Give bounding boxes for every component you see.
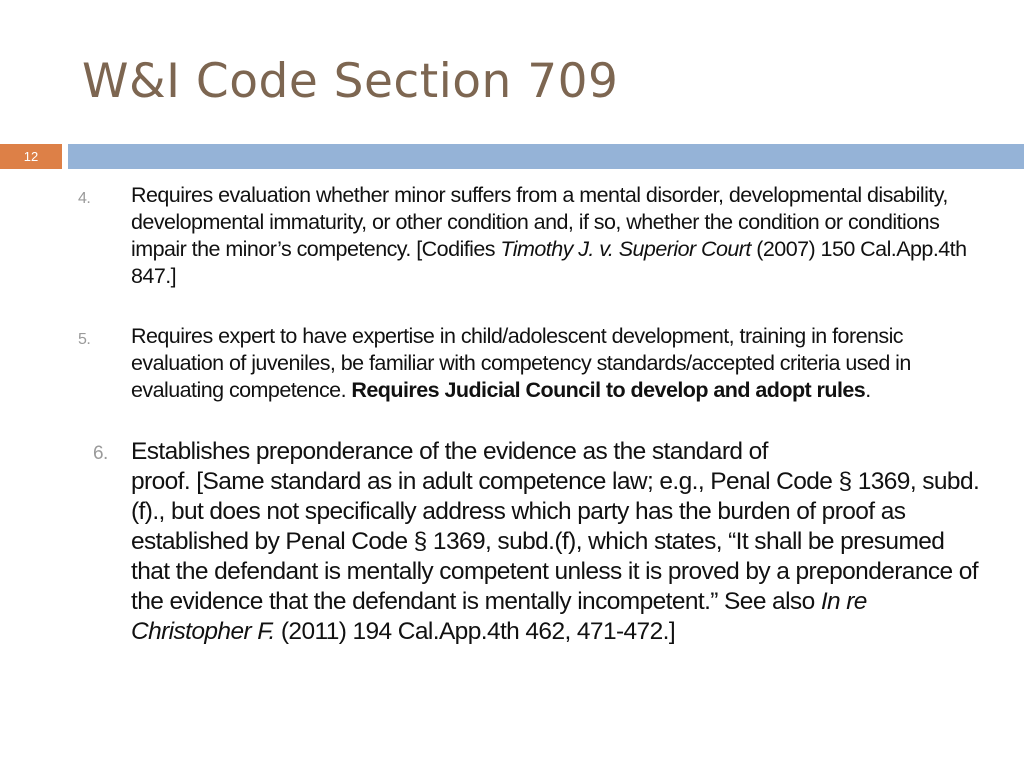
list-item-text [131, 437, 984, 645]
list-item-5 [0, 323, 1024, 404]
case-citation: In re Christopher F. [131, 588, 867, 645]
header-accent-bar [68, 144, 1024, 169]
item-text-part: (2007) 150 Cal.App.4th 847.] [131, 237, 967, 288]
slide-number: 12 [0, 144, 62, 169]
list-item-4 [0, 182, 1024, 290]
list-marker: 4. [78, 190, 91, 207]
body-list [0, 182, 1024, 647]
item-text-part: . [865, 378, 871, 402]
case-citation: Timothy J. v. Superior Court [500, 237, 751, 261]
emphasis-text: Requires Judicial Council to develop and adopt rules [351, 378, 866, 402]
item-text-part: proof. [Same standard as in adult competence law; e.g., Penal Code § 1369, subd.(f)., but does not specifically address which party has the burden of proof as established by Penal Code § 1369, subd.(f), which states, “It shall be presumed that the defendant is mentally competent unless it is proved by a preponderance of the evidence that the defendant is mentally incompetent.” See also [131, 468, 980, 615]
list-item-6 [0, 437, 1024, 647]
item-text-part: (2011) 194 Cal.App.4th 462, 471-472.] [274, 618, 676, 645]
list-item-text [131, 183, 967, 288]
item-text-part: Requires expert to have expertise in child/adolescent development, training in forensic evaluation of juveniles, be familiar with competency standards/accepted criteria used in evaluating competence. [131, 324, 911, 402]
list-marker: 5. [78, 331, 91, 348]
item-text-part: Requires evaluation whether minor suffers from a mental disorder, developmental disability, developmental immaturity, or other condition and, if so, whether the condition or conditions impair the minor’s competency. [Codifies [131, 183, 948, 261]
list-item-text [131, 324, 911, 402]
item-text-part: Establishes preponderance of the evidence as the standard of [131, 438, 768, 465]
list-marker: 6. [93, 443, 108, 464]
slide-title: W&I Code Section 709 [82, 54, 619, 109]
